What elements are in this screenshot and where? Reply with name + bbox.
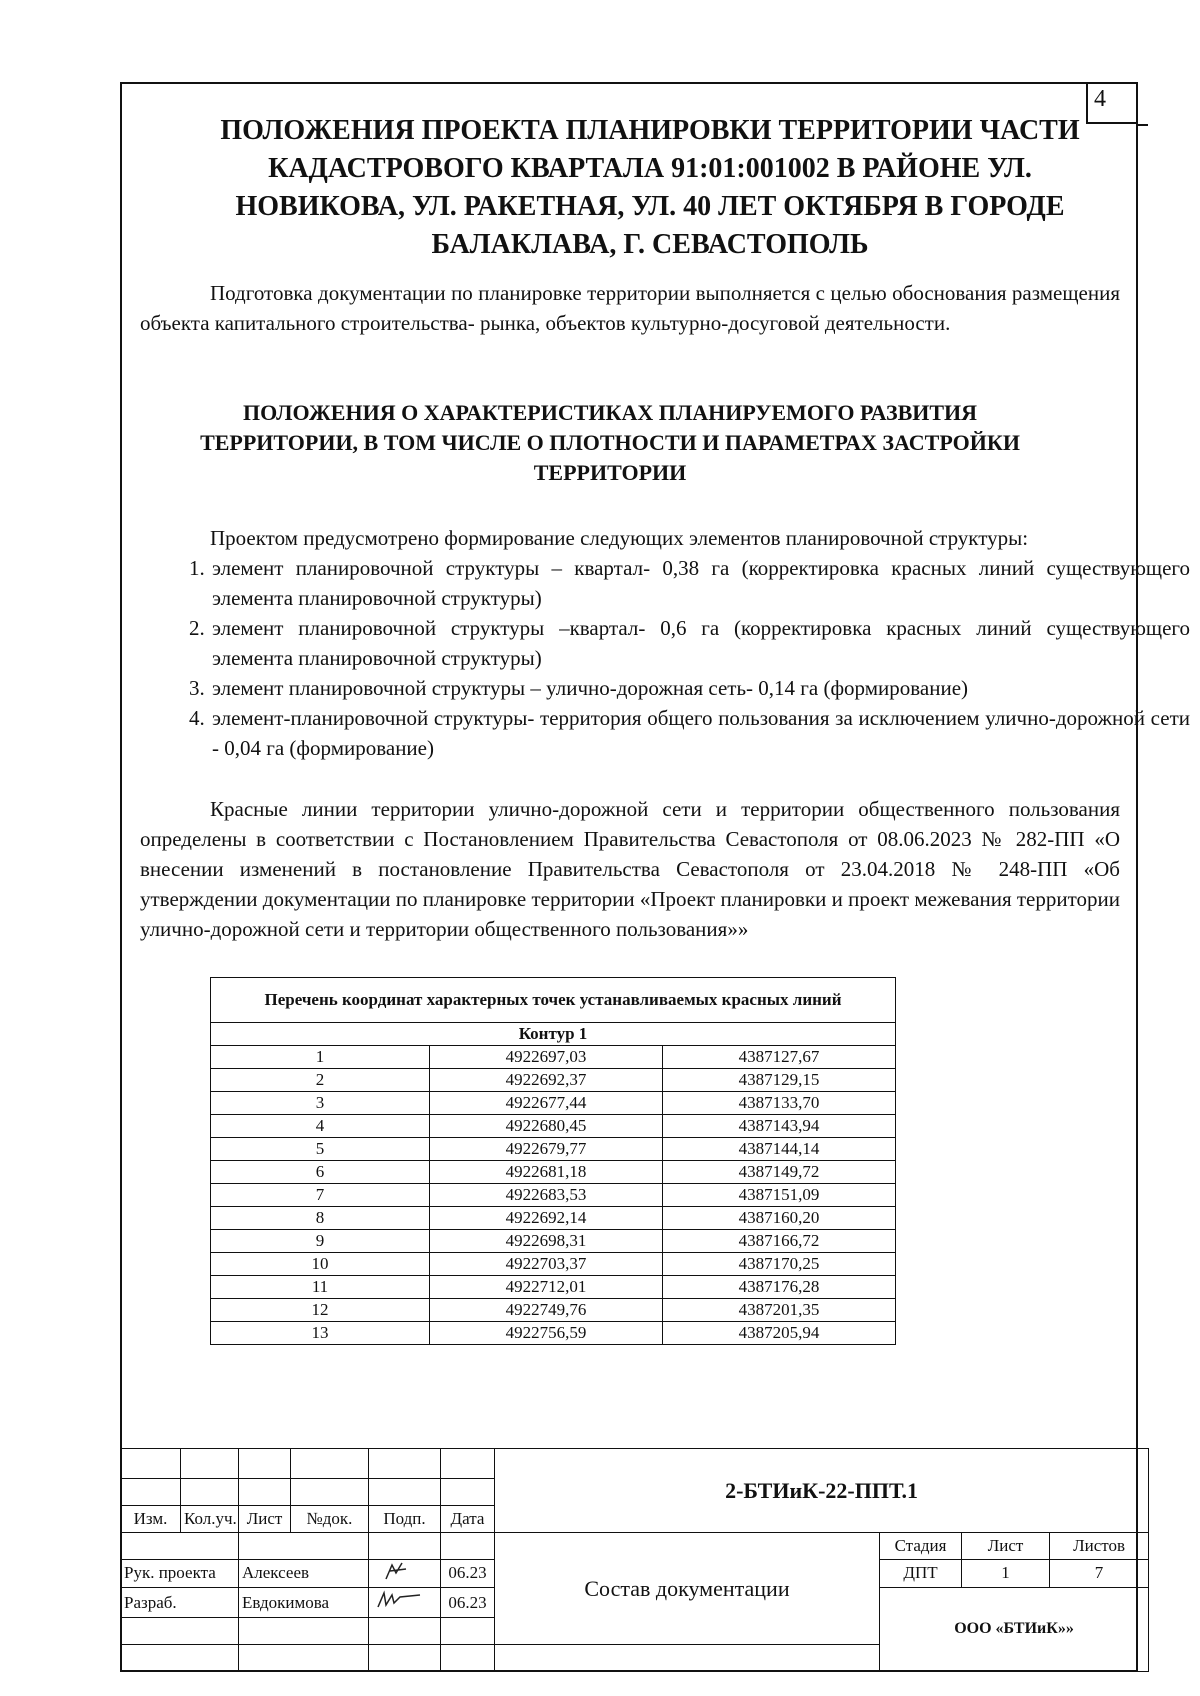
table-row: [211, 1299, 896, 1322]
coordinate-x: 4922679,77: [430, 1138, 663, 1161]
coordinate-x: 4922683,53: [430, 1184, 663, 1207]
name-lead: Алексеев: [239, 1559, 369, 1587]
date-developer: 06.23: [441, 1587, 495, 1617]
table-row: [211, 1230, 896, 1253]
coordinate-x: 4922703,37: [430, 1253, 663, 1276]
stage-value: ДПТ: [880, 1559, 962, 1587]
signature-icon: [372, 1561, 422, 1581]
list-item: 3. элемент планировочной структуры – улично-дорожная сеть- 0,14 га (формирование): [210, 673, 1190, 703]
header-kol: Кол.уч.: [181, 1506, 239, 1533]
role-developer: Разраб.: [121, 1587, 239, 1617]
stage-label: Стадия: [880, 1533, 962, 1560]
coordinate-y: 4387133,70: [662, 1092, 895, 1115]
coordinate-y: 4387205,94: [662, 1322, 895, 1345]
page-number-tick: [1138, 124, 1148, 126]
header-izm: Изм.: [121, 1506, 181, 1533]
signature-icon: [372, 1589, 432, 1611]
role-lead: Рук. проекта: [121, 1559, 239, 1587]
point-number: 1: [211, 1046, 430, 1069]
document-code: 2-БТИиК-22-ППТ.1: [495, 1449, 1149, 1533]
title-block: [120, 1448, 1149, 1672]
table-row: [211, 1138, 896, 1161]
header-podp: Подп.: [369, 1506, 441, 1533]
point-number: 3: [211, 1092, 430, 1115]
header-list: Лист: [239, 1506, 291, 1533]
table-row: [211, 1253, 896, 1276]
coordinate-y: 4387144,14: [662, 1138, 895, 1161]
sheets-label: Листов: [1050, 1533, 1149, 1560]
coordinate-x: 4922692,14: [430, 1207, 663, 1230]
sheet-value: 1: [962, 1559, 1050, 1587]
point-number: 9: [211, 1230, 430, 1253]
coordinate-y: 4387149,72: [662, 1161, 895, 1184]
coordinate-y: 4387143,94: [662, 1115, 895, 1138]
organization: ООО «БТИиК»»: [880, 1587, 1149, 1671]
name-developer: Евдокимова: [239, 1587, 369, 1617]
page-number: 4: [1086, 82, 1138, 124]
coordinate-x: 4922698,31: [430, 1230, 663, 1253]
signature-lead: [369, 1559, 441, 1587]
table-row: [211, 1184, 896, 1207]
coordinate-rows: [211, 1046, 896, 1345]
red-lines-paragraph: Красные линии территории улично-дорожной сети и территории общественного пользования определены в соответствии с Постановлением Правительства Севастополя от 08.06.2023 № 282-ПП «О внесении изменений в постановление Правительства Севастополя от 23.04.2018 № 248-ПП «Об утверждении документации по планировке территории «Проект планировки и проект межевания территории улично-дорожной сети и территории общественного пользования»»: [140, 797, 1120, 941]
coordinate-y: 4387201,35: [662, 1299, 895, 1322]
coordinate-y: 4387127,67: [662, 1046, 895, 1069]
coordinate-y: 4387129,15: [662, 1069, 895, 1092]
table-row: [211, 1046, 896, 1069]
point-number: 8: [211, 1207, 430, 1230]
coordinate-x: 4922697,03: [430, 1046, 663, 1069]
coordinate-x: 4922680,45: [430, 1115, 663, 1138]
table-row: [211, 1092, 896, 1115]
list-item: 1. элемент планировочной структуры – квартал- 0,38 га (корректировка красных линий существующего элемента планировочной структуры): [210, 553, 1190, 613]
table-row: [211, 1069, 896, 1092]
date-lead: 06.23: [441, 1559, 495, 1587]
table-row: [211, 1322, 896, 1345]
table-caption: Перечень координат характерных точек устанавливаемых красных линий: [211, 978, 896, 1023]
coordinate-y: 4387166,72: [662, 1230, 895, 1253]
elements-list: [140, 553, 1190, 763]
coordinate-x: 4922681,18: [430, 1161, 663, 1184]
point-number: 4: [211, 1115, 430, 1138]
coordinate-x: 4922749,76: [430, 1299, 663, 1322]
point-number: 13: [211, 1322, 430, 1345]
point-number: 5: [211, 1138, 430, 1161]
table-row: [211, 1161, 896, 1184]
point-number: 7: [211, 1184, 430, 1207]
sheets-value: 7: [1050, 1559, 1149, 1587]
document-name: Состав документации: [495, 1533, 880, 1645]
coordinate-x: 4922756,59: [430, 1322, 663, 1345]
coordinates-table: [210, 977, 896, 1345]
point-number: 10: [211, 1253, 430, 1276]
header-date: Дата: [441, 1506, 495, 1533]
coordinate-y: 4387176,28: [662, 1276, 895, 1299]
list-item: 2. элемент планировочной структуры –квартал- 0,6 га (корректировка красных линий существующего элемента планировочной структуры): [210, 613, 1190, 673]
signature-developer: [369, 1587, 441, 1617]
sheet-label: Лист: [962, 1533, 1050, 1560]
section-title: ПОЛОЖЕНИЯ О ХАРАКТЕРИСТИКАХ ПЛАНИРУЕМОГО РАЗВИТИЯ ТЕРРИТОРИИ, В ТОМ ЧИСЛЕ О ПЛОТНОСТИ И ПАРАМЕТРАХ ЗАСТРОЙКИ ТЕРРИТОРИИ: [200, 400, 1020, 485]
table-row: [211, 1207, 896, 1230]
document-title: ПОЛОЖЕНИЯ ПРОЕКТА ПЛАНИРОВКИ ТЕРРИТОРИИ ЧАСТИ КАДАСТРОВОГО КВАРТАЛА 91:01:001002 В РАЙОНЕ УЛ. НОВИКОВА, УЛ. РАКЕТНАЯ, УЛ. 40 ЛЕТ ОКТЯБРЯ В ГОРОДЕ БАЛАКЛАВА, Г. СЕВАСТОПОЛЬ: [220, 115, 1080, 260]
point-number: 2: [211, 1069, 430, 1092]
contour-label: Контур 1: [211, 1023, 896, 1046]
list-item: 4. элемент-планировочной структуры- территория общего пользования за исключением улично-дорожной сети - 0,04 га (формирование): [210, 703, 1190, 763]
point-number: 11: [211, 1276, 430, 1299]
coordinate-x: 4922692,37: [430, 1069, 663, 1092]
header-ndok: №док.: [291, 1506, 369, 1533]
coordinate-y: 4387151,09: [662, 1184, 895, 1207]
coordinate-x: 4922712,01: [430, 1276, 663, 1299]
intro-paragraph: Подготовка документации по планировке территории выполняется с целью обоснования размещения объекта капитального строительства- рынка, объектов культурно-досуговой деятельности.: [140, 281, 1120, 335]
point-number: 12: [211, 1299, 430, 1322]
coordinate-x: 4922677,44: [430, 1092, 663, 1115]
coordinate-y: 4387170,25: [662, 1253, 895, 1276]
table-row: [211, 1115, 896, 1138]
coordinate-y: 4387160,20: [662, 1207, 895, 1230]
list-intro: Проектом предусмотрено формирование следующих элементов планировочной структуры:: [210, 526, 1029, 550]
point-number: 6: [211, 1161, 430, 1184]
table-row: [211, 1276, 896, 1299]
